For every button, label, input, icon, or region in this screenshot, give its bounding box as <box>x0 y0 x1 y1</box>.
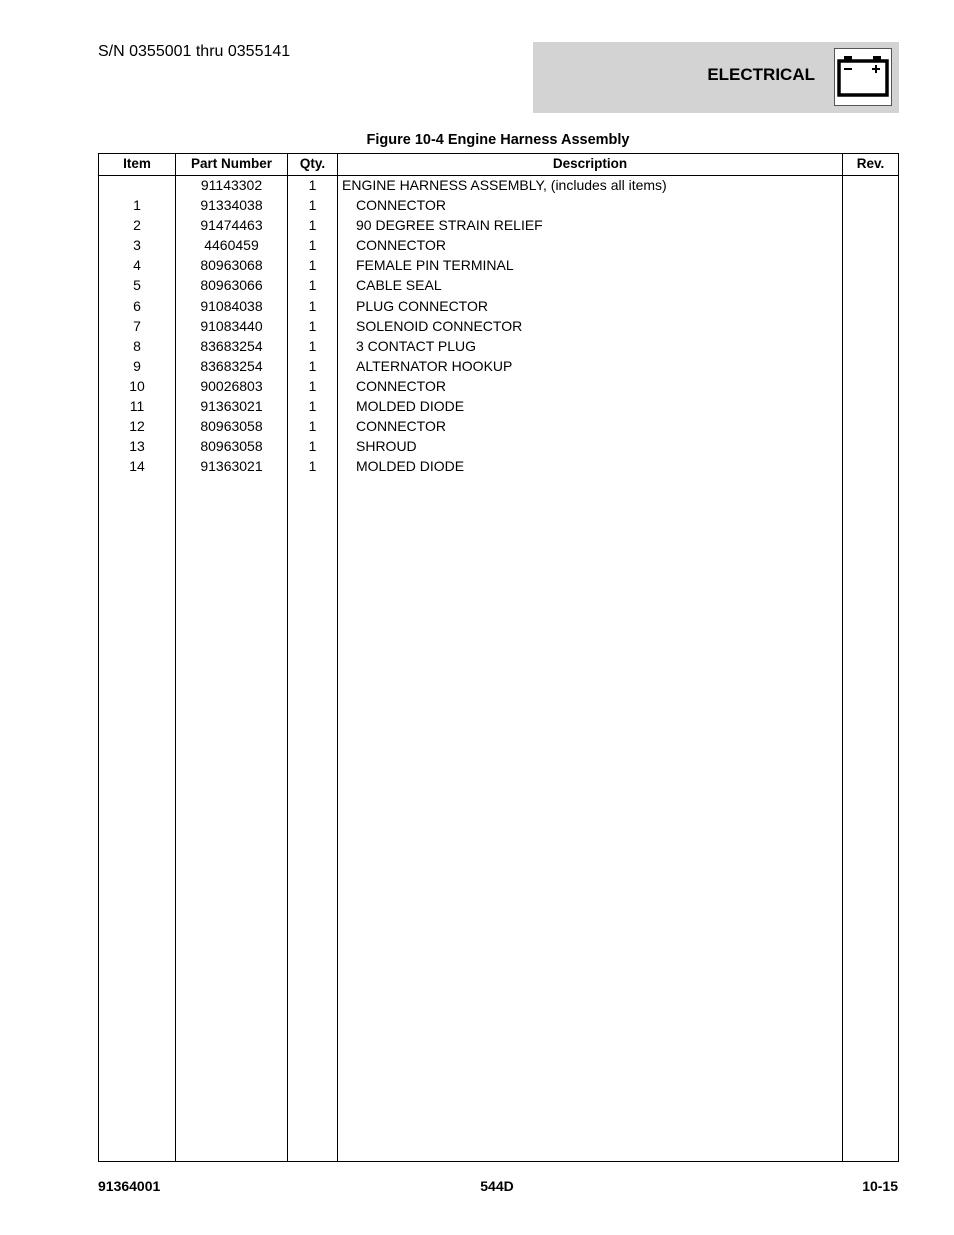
part-number-cell: 83683254 <box>200 337 263 354</box>
qty-cell: 1 <box>308 398 317 415</box>
qty-cell: 1 <box>308 458 317 475</box>
table-row <box>99 336 898 356</box>
table-row <box>99 356 898 376</box>
item-cell: 13 <box>129 438 145 455</box>
description-cell: FEMALE PIN TERMINAL <box>356 257 514 274</box>
part-number-cell: 90026803 <box>200 377 263 394</box>
description-cell: CONNECTOR <box>356 237 446 254</box>
item-cell: 6 <box>133 297 141 314</box>
column-header-item: Item <box>123 156 151 171</box>
part-number-cell: 80963058 <box>200 418 263 435</box>
qty-cell: 1 <box>308 377 317 394</box>
item-cell: 10 <box>129 377 145 394</box>
item-cell: 9 <box>133 357 141 374</box>
table-row <box>99 396 898 416</box>
description-cell: PLUG CONNECTOR <box>356 297 488 314</box>
section-title: ELECTRICAL <box>707 65 815 84</box>
battery-icon <box>834 48 892 106</box>
part-number-cell: 91143302 <box>200 177 263 193</box>
qty-cell: 1 <box>308 197 317 214</box>
part-number-cell: 83683254 <box>200 357 263 374</box>
item-cell: 1 <box>133 197 141 214</box>
table-row <box>99 275 898 295</box>
item-cell: 11 <box>129 398 145 415</box>
table-row <box>99 235 898 255</box>
part-number-cell: 80963066 <box>200 277 263 294</box>
table-row <box>99 456 898 476</box>
item-cell: 2 <box>133 217 141 234</box>
description-cell: 90 DEGREE STRAIN RELIEF <box>356 217 543 234</box>
description-cell: ALTERNATOR HOOKUP <box>356 357 513 374</box>
table-row <box>99 316 898 336</box>
part-number-cell: 91363021 <box>200 458 263 475</box>
column-header-description: Description <box>552 156 628 171</box>
item-cell: 3 <box>133 237 141 254</box>
part-number-cell: 4460459 <box>204 237 259 254</box>
model-number: 544D <box>480 1178 514 1194</box>
qty-cell: 1 <box>308 357 317 374</box>
description-cell: SOLENOID CONNECTOR <box>356 317 523 334</box>
qty-cell: 1 <box>308 297 317 314</box>
parts-table <box>98 153 899 1162</box>
part-number-cell: 91334038 <box>200 197 263 214</box>
qty-cell: 1 <box>308 237 317 254</box>
description-cell: 3 CONTACT PLUG <box>356 337 477 354</box>
serial-range: S/N 0355001 thru 0355141 <box>98 43 291 60</box>
qty-cell: 1 <box>308 257 317 274</box>
qty-cell: 1 <box>308 317 317 334</box>
part-number-cell: 80963058 <box>200 438 263 455</box>
column-header-qty: Qty. <box>299 156 326 171</box>
table-row <box>99 195 898 215</box>
table-row <box>99 175 898 195</box>
qty-cell: 1 <box>308 337 317 354</box>
description-cell: ENGINE HARNESS ASSEMBLY, (includes all items) <box>342 177 667 193</box>
page-number: 10-15 <box>862 1178 898 1194</box>
description-cell: MOLDED DIODE <box>356 398 465 415</box>
description-cell: MOLDED DIODE <box>356 458 465 475</box>
table-row <box>99 436 898 456</box>
description-cell: CONNECTOR <box>356 197 446 214</box>
column-header-part-number: Part Number <box>190 156 273 171</box>
qty-cell: 1 <box>308 438 317 455</box>
table-body <box>99 175 898 476</box>
table-row <box>99 416 898 436</box>
description-cell: CABLE SEAL <box>356 277 442 294</box>
item-cell: 4 <box>133 257 141 274</box>
item-cell: 7 <box>133 317 141 334</box>
item-cell: 8 <box>133 337 141 354</box>
column-header-rev: Rev. <box>856 156 885 171</box>
part-number-cell: 91474463 <box>200 217 263 234</box>
table-row <box>99 215 898 235</box>
qty-cell: 1 <box>308 277 317 294</box>
qty-cell: 1 <box>308 418 317 435</box>
qty-cell: 1 <box>308 177 317 193</box>
description-cell: CONNECTOR <box>356 377 446 394</box>
qty-cell: 1 <box>308 217 317 234</box>
part-number-cell: 91363021 <box>200 398 263 415</box>
table-row <box>99 255 898 275</box>
section-header <box>533 42 899 113</box>
part-number-cell: 91084038 <box>200 297 263 314</box>
figure-title: Figure 10-4 Engine Harness Assembly <box>366 132 630 148</box>
part-number-cell: 91083440 <box>200 317 263 334</box>
item-cell: 14 <box>129 458 145 475</box>
table-row <box>99 376 898 396</box>
item-cell: 12 <box>129 418 145 435</box>
doc-number: 91364001 <box>98 1178 161 1194</box>
part-number-cell: 80963068 <box>200 257 263 274</box>
item-cell: 5 <box>133 277 141 294</box>
description-cell: CONNECTOR <box>356 418 446 435</box>
table-row <box>99 296 898 316</box>
description-cell: SHROUD <box>356 438 417 455</box>
